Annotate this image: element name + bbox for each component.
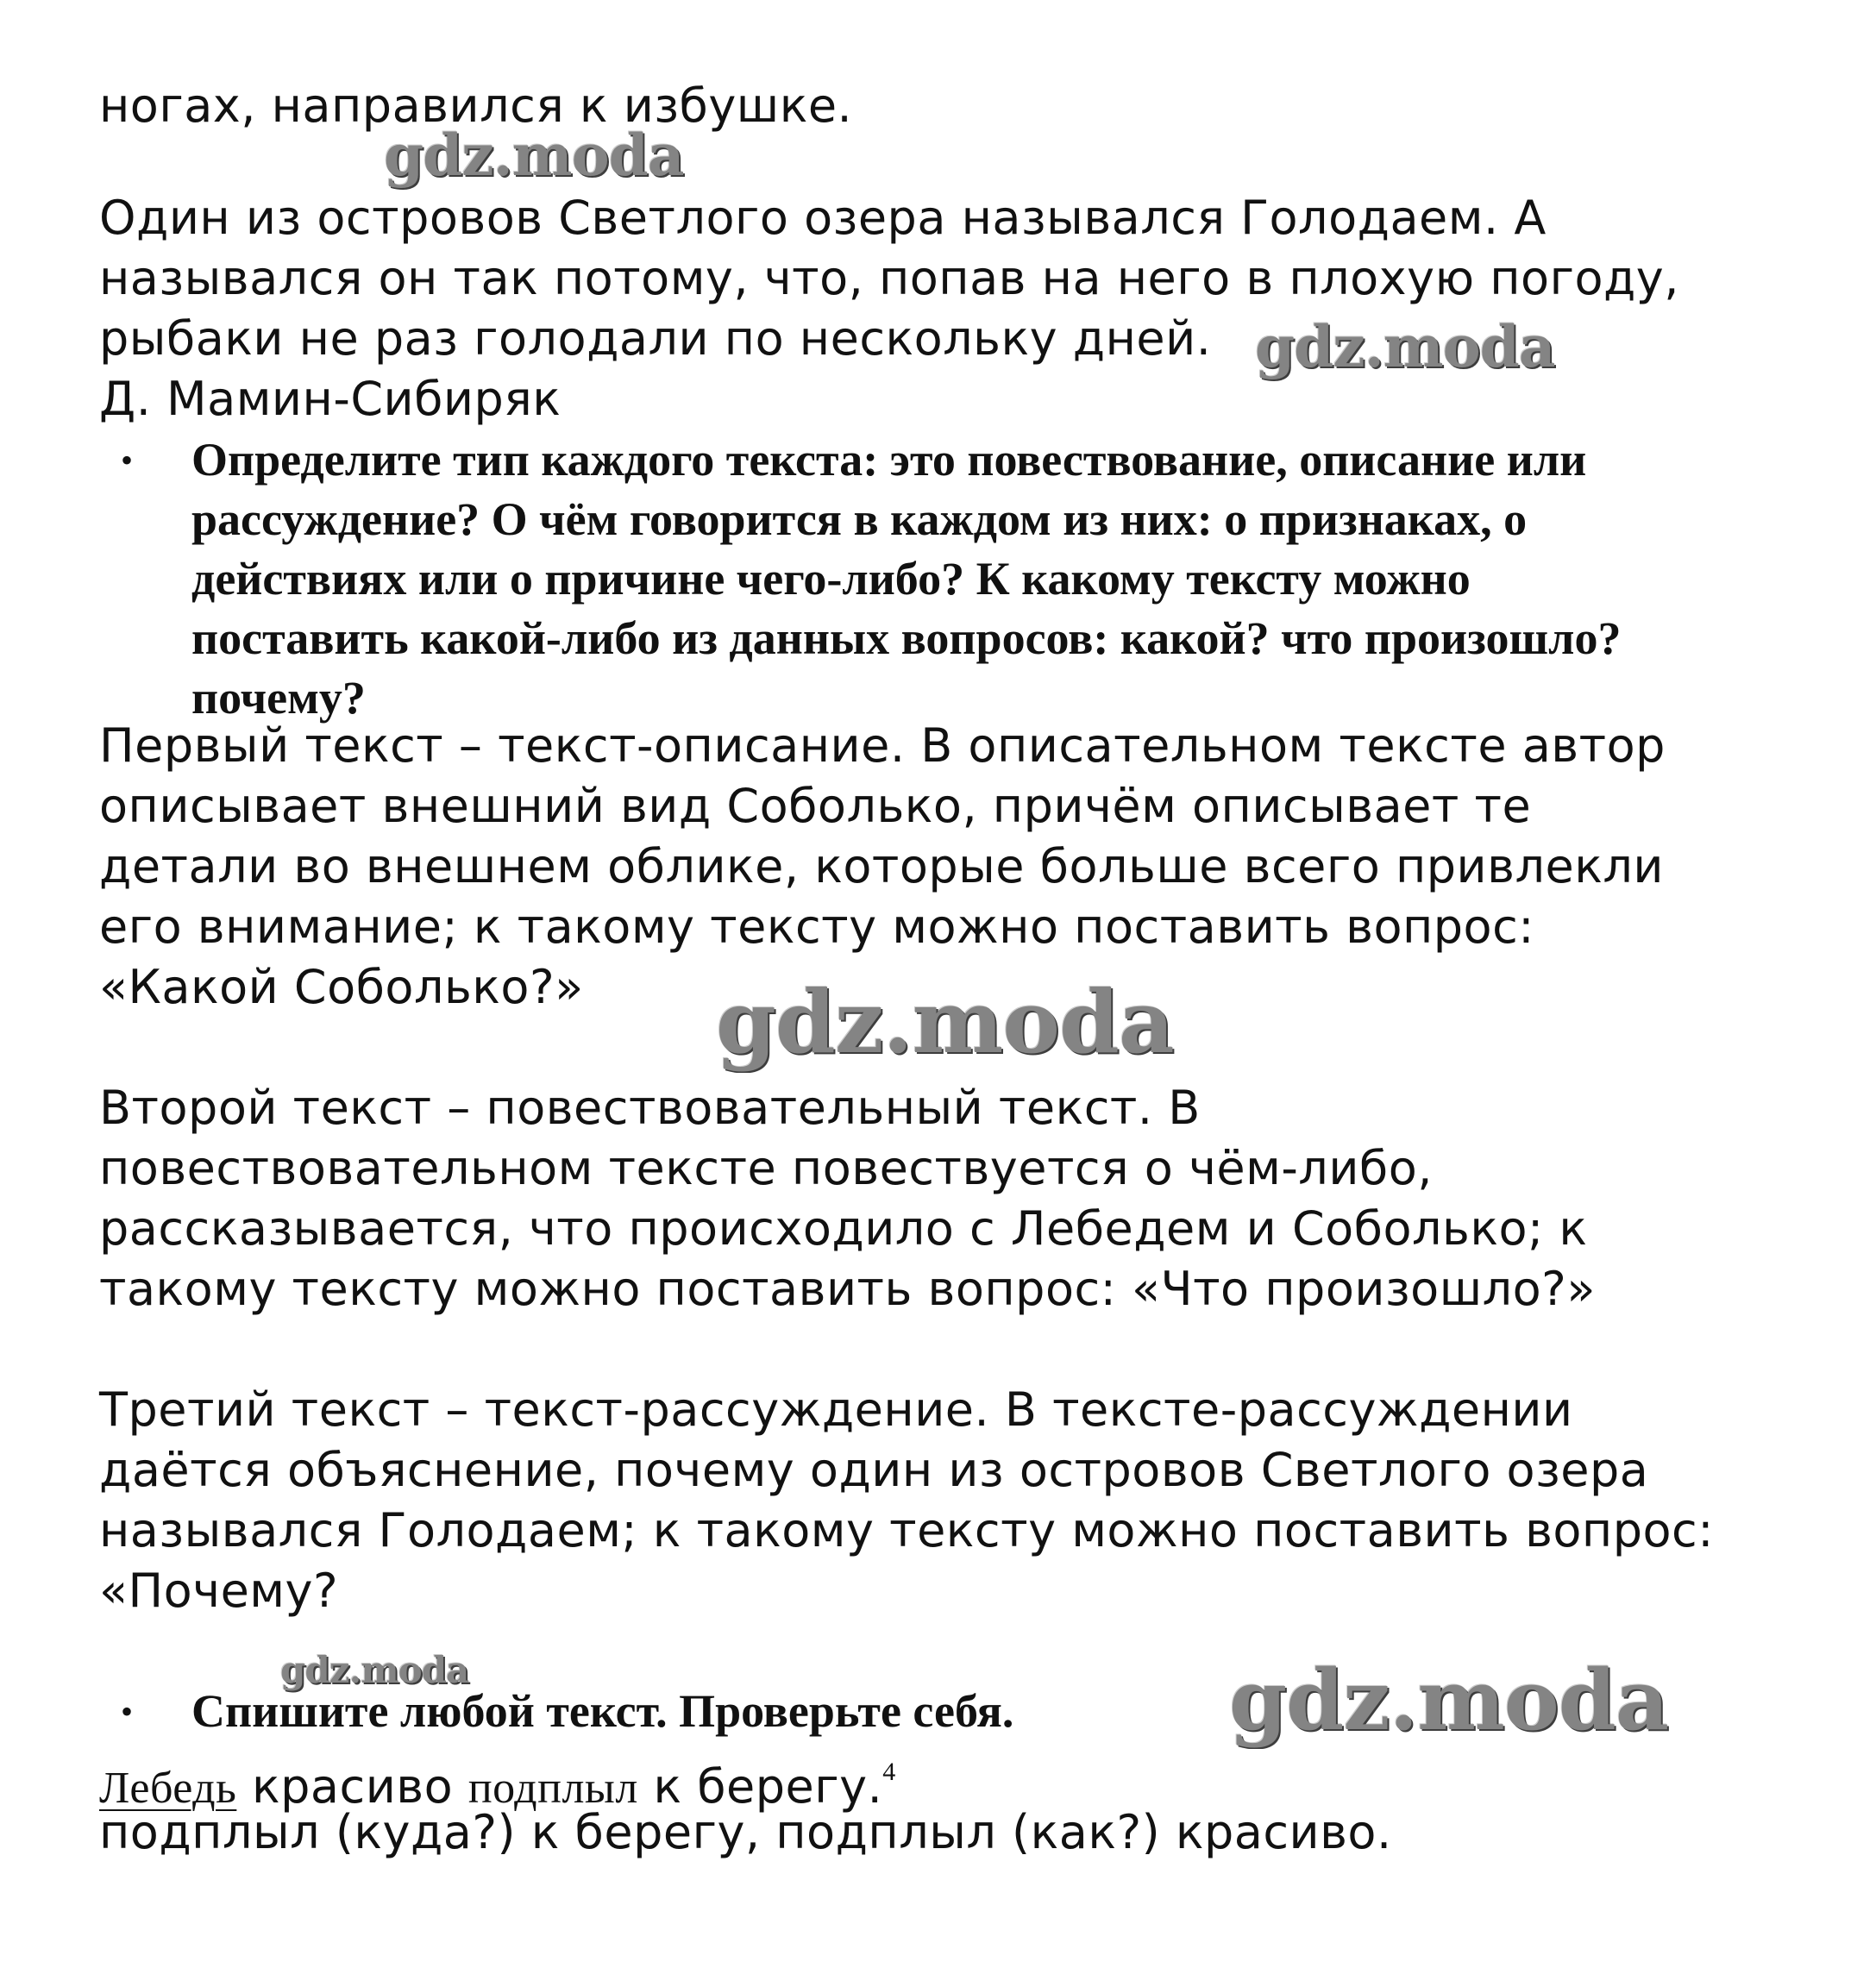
intro-line: ногах, направился к избушке. xyxy=(99,78,853,133)
question-2-text: Спишите любой текст. Проверьте себя. xyxy=(191,1685,1014,1737)
sentence-rest: к берегу. xyxy=(653,1759,883,1814)
answer-2-line: такому тексту можно поставить вопрос: «Что произошло?» xyxy=(99,1262,1596,1316)
bullet-icon: • xyxy=(121,1692,134,1731)
watermark: gdz.moda xyxy=(1255,313,1555,380)
question-1-line: рассуждение? О чём говорится в каждом из них: о признаках, о xyxy=(191,493,1528,545)
answer-3-line: «Почему? xyxy=(99,1564,339,1618)
analysis-questions: подплыл (куда?) к берегу, подплыл (как?) красиво. xyxy=(99,1805,1392,1859)
question-1-line: Определите тип каждого текста: это повествование, описание или xyxy=(191,434,1587,486)
answer-3-line: назывался Голодаем; к такому тексту можно поставить вопрос: xyxy=(99,1503,1714,1557)
answer-1-line: его внимание; к такому тексту можно поставить вопрос: xyxy=(99,899,1534,954)
watermark: gdz.moda xyxy=(1229,1651,1669,1749)
text3-line-1: Один из островов Светлого озера назывался Голодаем. А xyxy=(99,191,1547,245)
text3-line-3: рыбаки не раз голодали по нескольку дней. xyxy=(99,311,1212,366)
bullet-icon: • xyxy=(121,441,134,479)
answer-2-line: повествовательном тексте повествуется о чём-либо, xyxy=(99,1141,1433,1195)
watermark: gdz.moda xyxy=(716,971,1174,1073)
answer-3-line: Третий текст – текст-рассуждение. В тексте-рассуждении xyxy=(99,1382,1573,1437)
question-1 xyxy=(121,430,1621,728)
answer-3-line: даётся объяснение, почему один из островов Светлого озера xyxy=(99,1443,1649,1497)
question-1-line: почему? xyxy=(191,672,366,724)
predicate-word: подплыл xyxy=(467,1764,638,1813)
adverb-word: красиво xyxy=(252,1759,454,1814)
answer-2-line: рассказывается, что происходило с Лебедем и Соболько; к xyxy=(99,1201,1588,1256)
question-2 xyxy=(121,1682,1013,1741)
author-signature: Д. Мамин-Сибиряк xyxy=(99,372,562,426)
answer-2-line: Второй текст – повествовательный текст. В xyxy=(99,1081,1201,1135)
answer-1-line: Первый текст – текст-описание. В описательном тексте автор xyxy=(99,718,1666,773)
answer-1-line: описывает внешний вид Соболько, причём описывает те xyxy=(99,779,1532,833)
answer-1-line: «Какой Соболько?» xyxy=(99,960,584,1014)
watermark: gdz.moda xyxy=(384,122,684,189)
watermark: gdz.moda xyxy=(280,1649,469,1691)
question-1-line: поставить какой-либо из данных вопросов: какой? что произошло? xyxy=(191,612,1622,664)
answer-1-line: детали во внешнем облике, которые больше всего привлекли xyxy=(99,839,1664,893)
footnote-mark: 4 xyxy=(882,1758,896,1786)
subject-word: Лебедь xyxy=(99,1764,237,1813)
text3-line-2: назывался он так потому, что, попав на него в плохую погоду, xyxy=(99,251,1679,305)
question-1-line: действиях или о причине чего-либо? К какому тексту можно xyxy=(191,553,1471,605)
